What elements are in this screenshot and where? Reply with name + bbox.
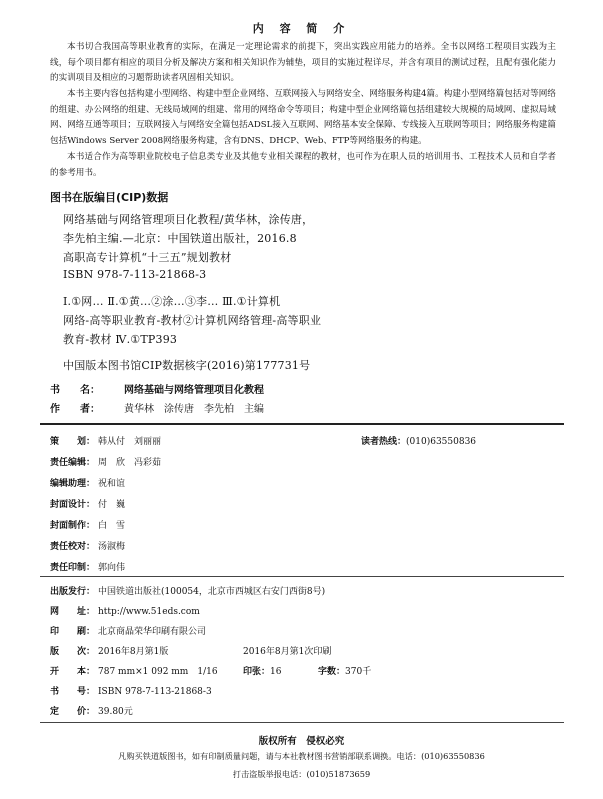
editorial-editor: 责任编辑： 周 欣 冯彩茹 — [50, 458, 162, 468]
cip-line-6: 网络-高等职业教育-教材②计算机网络管理-高等职业 — [63, 314, 322, 327]
summary-paragraph-3: 本书适合作为高等职业院校电子信息类专业及其他专业相关课程的教材，也可作为在职人员的培训用书、工程技术人员和自学者的参考用书。 — [50, 152, 556, 178]
editorial-planner: 策 划： 韩从付 刘丽丽 — [50, 437, 162, 447]
print-time: 2016年8月第1次印刷 — [243, 647, 332, 657]
cip-heading: 图书在版编目(CIP)数据 — [50, 191, 169, 204]
printer-row: 印 刷： 北京商晶荣华印刷有限公司 — [50, 627, 207, 637]
book-title-value: 网络基础与网络管理项目化教程 — [124, 385, 264, 396]
rights-reserved: 版权所有 侵权必究 — [258, 736, 345, 747]
editorial-cover-design: 封面设计： 付 巍 — [50, 500, 126, 510]
divider-middle — [40, 576, 564, 577]
cip-line-2: 李先柏主编.—北京：中国铁道出版社，2016.8 — [63, 232, 297, 245]
book-author-label: 作 者： — [50, 404, 100, 415]
cip-line-1: 网络基础与网络管理项目化教程/黄华林，涂传唐， — [63, 213, 314, 226]
cip-line-3: 高职高专计算机“十三五”规划教材 — [63, 251, 232, 264]
piracy-hotline: 打击盗版举报电话：(010)51873659 — [232, 769, 371, 779]
summary-title: 内 容 简 介 — [252, 22, 351, 35]
edition-row: 版 次： 2016年8月第1版 — [50, 647, 169, 657]
reader-hotline: 读者热线：(010)63550836 — [361, 437, 477, 447]
book-author-value: 黄华林 涂传唐 李先柏 主编 — [124, 404, 264, 415]
summary-paragraph-1: 本书切合我国高等职业教育的实际，在满足一定理论需求的前提下，突出实践应用能力的培养。全书以网络工程项目实践为主线，每个项目都有相应的项目分析及解决方案和相关知识作为辅垫，项目的实施过程详尽，并含有项目的测试过程，且配有强化能力的实训项目及相应的习题帮助读者巩固相关知识。 — [50, 42, 556, 83]
sheets-row: 印张：16 — [243, 667, 282, 677]
cip-line-4: ISBN 978-7-113-21868-3 — [63, 268, 207, 281]
book-title-label: 书 名： — [50, 385, 100, 396]
price-row: 定 价： 39.80元 — [50, 707, 133, 717]
cip-number: 中国版本图书馆CIP数据核字(2016)第177731号 — [63, 359, 311, 372]
editorial-proofreader: 责任校对： 汤淑梅 — [50, 542, 126, 552]
website-row: 网 址： http://www.51eds.com — [50, 607, 200, 617]
book-title-row — [50, 381, 264, 396]
editorial-assistant: 编辑助理： 祝和谊 — [50, 479, 126, 489]
quality-notice: 凡购买铁道版图书，如有印制质量问题，请与本社教材图书营销部联系调换。电话：(010)63550836 — [118, 751, 485, 761]
cip-line-7: 教育-教材 Ⅳ.①TP393 — [63, 333, 178, 346]
publisher-row: 出版发行： 中国铁道出版社(100054，北京市西城区右安门西街8号) — [50, 587, 326, 597]
format-row: 开 本： 787 mm×1 092 mm 1/16 — [50, 667, 218, 677]
summary-paragraph-2: 本书主要内容包括构建小型网络、构建中型企业网络、互联网接入与网络安全、网络服务构建4篇。构建小型网络篇包括对等网络的组建、办公网络的组建、无线局域网的组建、常用的网络命令等项目；构建中型企业网络篇包括组建较大规模的局域网、虚拟局域网、网络互通等项目；互联网接入与网络安全篇包括ADSL接入互联网、网络基本安全保障、专线接入互联网等项目；网络服务构建篇包括Windows Server 2008网络服务构建，含有DNS、DHCP、Web、FTP等网络服务的构建。 — [50, 89, 556, 146]
divider-top — [40, 423, 564, 425]
divider-bottom — [40, 722, 564, 723]
editorial-printing-manager: 责任印制： 郭向伟 — [50, 563, 126, 573]
editorial-cover-production: 封面制作： 白 雪 — [50, 521, 126, 531]
isbn-row: 书 号： ISBN 978-7-113-21868-3 — [50, 687, 212, 697]
words-row: 字数：370千 — [318, 667, 372, 677]
cip-line-5: Ⅰ.①网… Ⅱ.①黄…②涂…③李… Ⅲ.①计算机 — [63, 295, 281, 308]
book-author-row — [50, 400, 264, 415]
